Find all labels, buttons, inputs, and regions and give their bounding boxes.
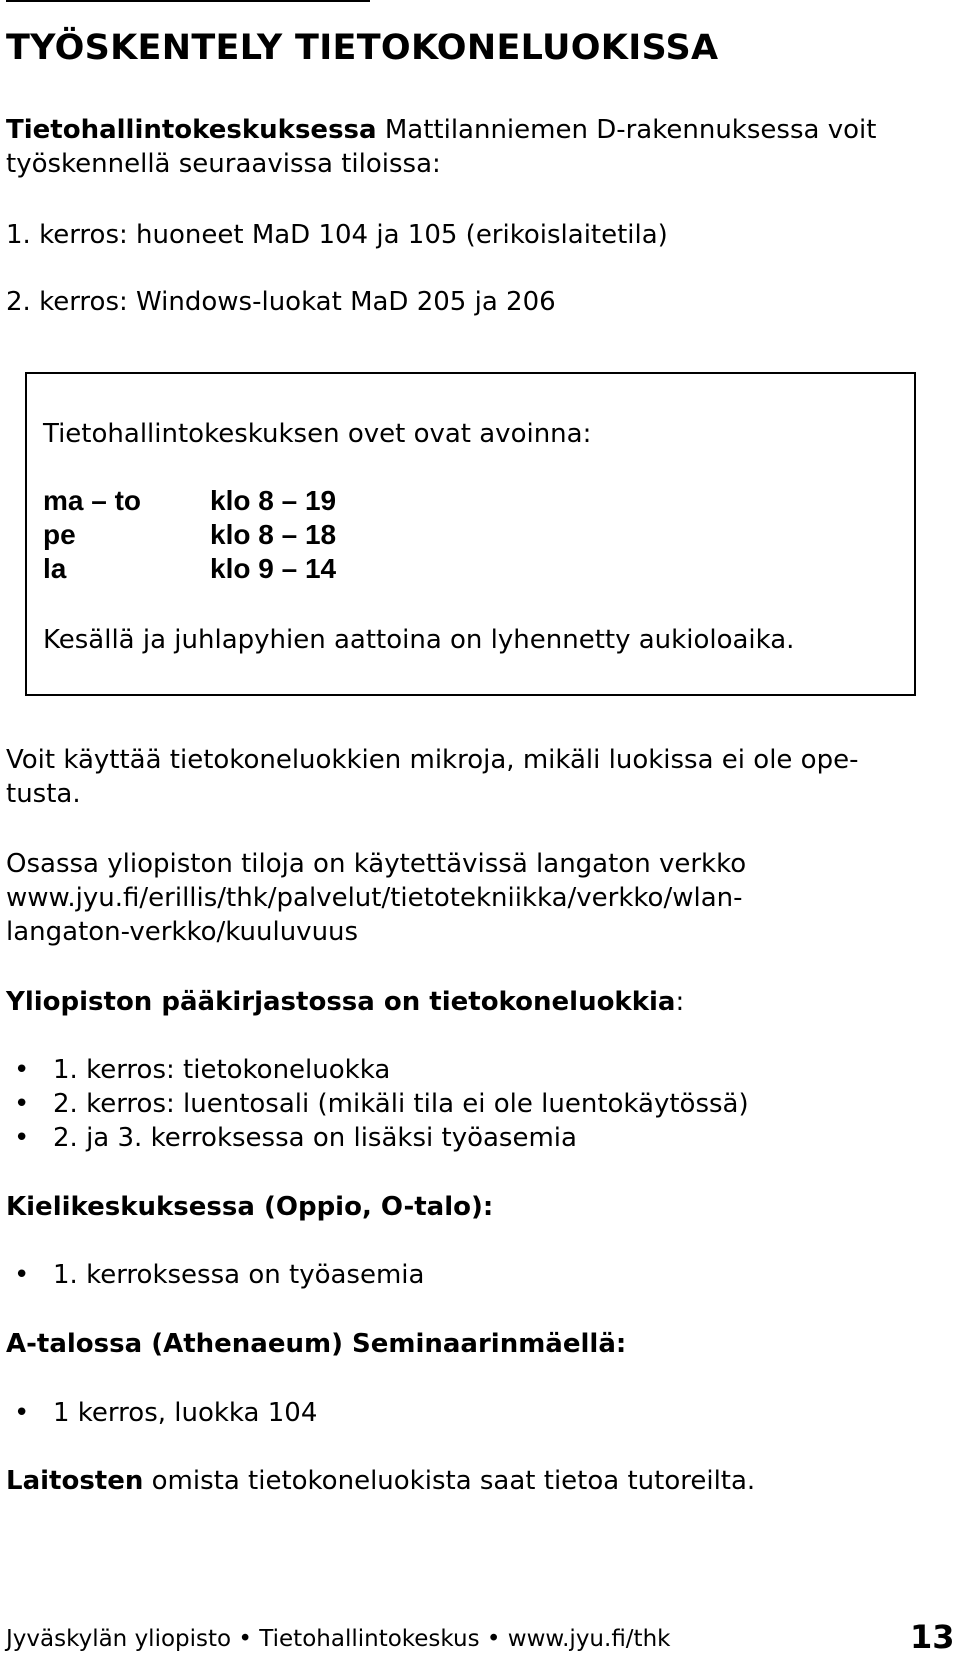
language-centre-heading: Kielikeskuksessa (Oppio, O-talo): xyxy=(6,1192,494,1222)
departments-line xyxy=(6,1464,755,1498)
list-item: 2. kerros: luentosali (mikäli tila ei ole luentokäytössä) xyxy=(53,1089,749,1119)
hours-time: klo 9 – 14 xyxy=(210,553,337,584)
floor-2: 2. kerros: Windows-luokat MaD 205 ja 206 xyxy=(6,287,556,317)
floor-1: 1. kerros: huoneet MaD 104 ja 105 (erikoislaitetila) xyxy=(6,220,668,250)
library-heading-colon: : xyxy=(675,987,685,1017)
hours-time: klo 8 – 18 xyxy=(210,519,337,550)
footer xyxy=(6,1626,670,1652)
intro-line-2: työskennellä seuraavissa tiloissa: xyxy=(6,149,441,179)
hours-note: Kesällä ja juhlapyhien aattoina on lyhennetty aukioloaika. xyxy=(43,625,795,655)
hours-days: pe xyxy=(43,519,76,550)
footer-unit: Tietohallintokeskus xyxy=(259,1626,480,1652)
wlan-link-line-2: langaton-verkko/kuuluvuus xyxy=(6,917,359,947)
library-heading xyxy=(6,985,684,1019)
footer-separator: • xyxy=(486,1626,501,1652)
list-item: 1 kerros, luokka 104 xyxy=(53,1398,318,1428)
bullet-icon: • xyxy=(14,1123,30,1153)
footer-separator: • xyxy=(238,1626,252,1652)
wlan-link-line-1: www.jyu.fi/erillis/thk/palvelut/tietotekniikka/verkko/wlan- xyxy=(6,883,743,913)
library-heading-text: Yliopiston pääkirjastossa on tietokoneluokkia xyxy=(6,987,676,1017)
list-item: 1. kerroksessa on työasemia xyxy=(53,1260,425,1290)
bullet-icon: • xyxy=(14,1089,30,1119)
intro-bold: Tietohallintokeskuksessa xyxy=(6,115,377,145)
departments-bold: Laitosten xyxy=(6,1466,144,1496)
intro-rest: Mattilanniemen D-rakennuksessa voit xyxy=(376,115,877,145)
page-title: TYÖSKENTELY TIETOKONELUOKISSA xyxy=(6,28,719,68)
hours-time: klo 8 – 19 xyxy=(210,485,337,516)
usage-line-2: tusta. xyxy=(6,779,81,809)
usage-line-1: Voit käyttää tietokoneluokkien mikroja, mikäli luokissa ei ole ope- xyxy=(6,745,859,775)
footer-url: www.jyu.fi/thk xyxy=(507,1626,671,1652)
intro-line-1 xyxy=(6,113,876,147)
footer-university: Jyväskylän yliopisto xyxy=(6,1626,232,1652)
list-item: 1. kerros: tietokoneluokka xyxy=(53,1055,391,1085)
hours-days: ma – to xyxy=(43,485,142,516)
departments-rest: omista tietokoneluokista saat tietoa tutoreilta. xyxy=(143,1466,756,1496)
bullet-icon: • xyxy=(14,1055,30,1085)
page-number: 13 xyxy=(910,1618,955,1656)
a-building-heading: A-talossa (Athenaeum) Seminaarinmäellä: xyxy=(6,1329,627,1359)
wlan-line-1: Osassa yliopiston tiloja on käytettävissä langaton verkko xyxy=(6,849,747,879)
list-item: 2. ja 3. kerroksessa on lisäksi työasemia xyxy=(53,1123,577,1153)
hours-heading: Tietohallintokeskuksen ovet ovat avoinna: xyxy=(43,419,592,449)
top-rule xyxy=(6,0,370,2)
hours-days: la xyxy=(43,553,67,584)
bullet-icon: • xyxy=(14,1260,30,1290)
bullet-icon: • xyxy=(14,1398,30,1428)
